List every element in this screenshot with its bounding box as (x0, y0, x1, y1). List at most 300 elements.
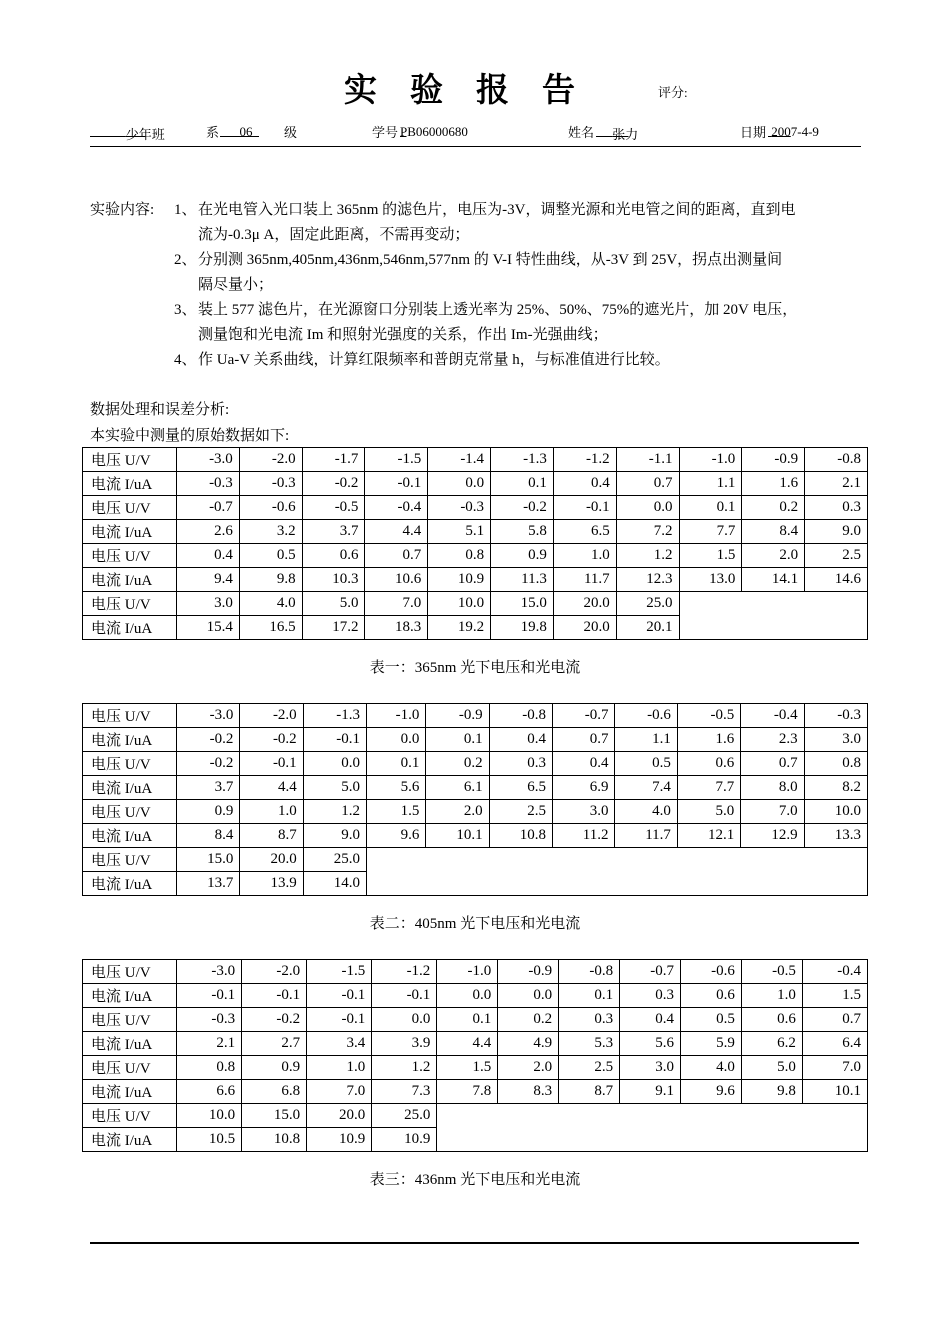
voltage-cell: 0.0 (372, 1008, 437, 1032)
current-cell: 9.0 (805, 520, 868, 544)
voltage-row (83, 592, 868, 616)
current-cell: 14.0 (303, 872, 366, 896)
voltage-cell: 0.2 (742, 496, 805, 520)
current-cell: 8.7 (559, 1080, 620, 1104)
voltage-cell: -0.5 (741, 960, 802, 984)
voltage-cell: -2.0 (239, 448, 302, 472)
voltage-cell: 15.0 (491, 592, 554, 616)
analysis-heading: 数据处理和误差分析: (90, 402, 230, 418)
current-label: 电流 I/uA (83, 824, 177, 848)
item-number: 3、 (174, 302, 197, 318)
voltage-cell: -3.0 (177, 960, 242, 984)
name-field (596, 122, 639, 142)
current-cell: 15.4 (177, 616, 240, 640)
current-cell: 1.5 (802, 984, 867, 1008)
voltage-cell: -0.1 (240, 752, 303, 776)
voltage-cell: 2.5 (805, 544, 868, 568)
current-cell: 5.1 (428, 520, 491, 544)
data-table-405nm (82, 703, 868, 896)
voltage-label: 电压 U/V (83, 544, 177, 568)
current-cell: 12.9 (741, 824, 804, 848)
current-cell: 9.4 (177, 568, 240, 592)
current-cell: 0.0 (498, 984, 559, 1008)
voltage-label: 电压 U/V (83, 1056, 177, 1080)
current-cell: 0.7 (616, 472, 679, 496)
title-char: 报 (476, 73, 509, 109)
current-cell: 10.9 (372, 1128, 437, 1152)
voltage-cell: 0.7 (802, 1008, 867, 1032)
current-cell: 13.3 (804, 824, 867, 848)
voltage-label: 电压 U/V (83, 592, 177, 616)
voltage-label: 电压 U/V (83, 704, 177, 728)
voltage-cell: -2.0 (242, 960, 307, 984)
voltage-cell: -1.3 (491, 448, 554, 472)
current-row (83, 1080, 868, 1104)
current-cell: 0.1 (426, 728, 489, 752)
voltage-cell: 10.0 (428, 592, 491, 616)
voltage-cell: -1.4 (428, 448, 491, 472)
voltage-cell: -1.3 (303, 704, 366, 728)
current-label: 电流 I/uA (83, 472, 177, 496)
voltage-cell: 2.0 (426, 800, 489, 824)
voltage-cell: 25.0 (372, 1104, 437, 1128)
voltage-row (83, 1056, 868, 1080)
current-cell: 2.7 (242, 1032, 307, 1056)
voltage-row (83, 496, 868, 520)
current-cell: -0.2 (302, 472, 365, 496)
current-cell: 3.4 (307, 1032, 372, 1056)
date-value: 2007-4-9 (771, 124, 819, 139)
current-label: 电流 I/uA (83, 984, 177, 1008)
voltage-cell: 0.8 (177, 1056, 242, 1080)
score-label: 评分: (658, 85, 688, 100)
voltage-cell: -2.0 (240, 704, 303, 728)
current-cell: 20.0 (553, 616, 616, 640)
voltage-label: 电压 U/V (83, 800, 177, 824)
current-cell: 3.7 (302, 520, 365, 544)
voltage-label: 电压 U/V (83, 960, 177, 984)
voltage-cell: 1.0 (307, 1056, 372, 1080)
current-label: 电流 I/uA (83, 1032, 177, 1056)
current-cell: 5.0 (303, 776, 366, 800)
voltage-row (83, 544, 868, 568)
current-label: 电流 I/uA (83, 1080, 177, 1104)
voltage-cell: -0.3 (428, 496, 491, 520)
name-value: 张力 (612, 127, 639, 142)
voltage-label: 电压 U/V (83, 1008, 177, 1032)
voltage-cell: 4.0 (615, 800, 677, 824)
current-cell: 14.6 (805, 568, 868, 592)
current-row (83, 776, 868, 800)
current-cell: 0.6 (681, 984, 742, 1008)
item-text: 测量饱和光电流 Im 和照射光强度的关系，作出 Im-光强曲线； (198, 327, 608, 343)
voltage-cell: -1.0 (679, 448, 742, 472)
voltage-cell: 2.0 (498, 1056, 559, 1080)
empty-cell (679, 592, 868, 640)
voltage-cell: -0.4 (802, 960, 867, 984)
voltage-cell: 0.9 (177, 800, 240, 824)
current-cell: 7.8 (437, 1080, 498, 1104)
table-caption: 表一：365nm 光下电压和光电流 (369, 660, 581, 676)
voltage-cell: 0.4 (177, 544, 240, 568)
current-cell: 3.9 (372, 1032, 437, 1056)
voltage-cell: -0.8 (489, 704, 552, 728)
current-cell: 5.6 (620, 1032, 681, 1056)
current-cell: 0.1 (491, 472, 554, 496)
voltage-cell: 1.5 (367, 800, 426, 824)
current-cell: 9.8 (239, 568, 302, 592)
current-label: 电流 I/uA (83, 728, 177, 752)
current-cell: 7.7 (679, 520, 742, 544)
voltage-row (83, 848, 868, 872)
title-char: 实 (344, 73, 377, 109)
current-cell: 8.3 (498, 1080, 559, 1104)
voltage-cell: -0.3 (804, 704, 867, 728)
current-cell: 10.8 (242, 1128, 307, 1152)
current-cell: 14.1 (742, 568, 805, 592)
voltage-cell: -0.2 (177, 752, 240, 776)
current-cell: 7.7 (677, 776, 740, 800)
current-cell: 2.1 (177, 1032, 242, 1056)
analysis-intro: 本实验中测量的原始数据如下: (90, 428, 290, 444)
voltage-cell: 0.6 (302, 544, 365, 568)
current-cell: 18.3 (365, 616, 428, 640)
item-text: 分别测 365nm,405nm,436nm,546nm,577nm 的 V-I 特性曲线，从-3V 到 25V，拐点出测量间 (198, 252, 783, 268)
voltage-cell: 0.7 (741, 752, 804, 776)
current-cell: 4.4 (437, 1032, 498, 1056)
voltage-label: 电压 U/V (83, 752, 177, 776)
dept-label: 系 (206, 125, 220, 140)
current-cell: -0.1 (307, 984, 372, 1008)
current-cell: 6.4 (802, 1032, 867, 1056)
current-cell: 7.3 (372, 1080, 437, 1104)
voltage-cell: 1.0 (240, 800, 303, 824)
voltage-label: 电压 U/V (83, 496, 177, 520)
voltage-cell: 15.0 (242, 1104, 307, 1128)
current-cell: 6.1 (426, 776, 489, 800)
report-header (0, 64, 950, 108)
voltage-cell: -0.5 (302, 496, 365, 520)
voltage-cell: 15.0 (177, 848, 240, 872)
current-cell: 13.9 (240, 872, 303, 896)
voltage-cell: -1.0 (437, 960, 498, 984)
class-field (90, 122, 165, 142)
voltage-cell: 2.0 (742, 544, 805, 568)
name-label: 姓名 (568, 125, 595, 140)
voltage-cell: 5.0 (677, 800, 740, 824)
voltage-cell: 20.0 (553, 592, 616, 616)
current-cell: 9.1 (620, 1080, 681, 1104)
current-cell: 10.9 (307, 1128, 372, 1152)
current-cell: 7.2 (616, 520, 679, 544)
data-table-436nm (82, 959, 868, 1152)
current-cell: 0.4 (553, 472, 616, 496)
id-label: 学号 (372, 125, 399, 140)
current-cell: 7.4 (615, 776, 677, 800)
current-cell: 1.1 (615, 728, 677, 752)
voltage-cell: 0.1 (679, 496, 742, 520)
voltage-cell: 7.0 (365, 592, 428, 616)
item-text: 装上 577 滤色片，在光源窗口分别装上透光率为 25%、50%、75%的遮光片，加 20V 电压， (198, 302, 798, 318)
current-label: 电流 I/uA (83, 872, 177, 896)
current-cell: 1.1 (679, 472, 742, 496)
voltage-cell: -3.0 (177, 704, 240, 728)
voltage-cell: -0.8 (805, 448, 868, 472)
voltage-cell: 3.0 (553, 800, 615, 824)
voltage-cell: 0.9 (491, 544, 554, 568)
current-cell: -0.2 (240, 728, 303, 752)
current-cell: 0.1 (559, 984, 620, 1008)
current-cell: 8.7 (240, 824, 303, 848)
current-cell: 8.4 (177, 824, 240, 848)
voltage-row (83, 704, 868, 728)
current-cell: 9.6 (681, 1080, 742, 1104)
current-cell: 11.7 (553, 568, 616, 592)
voltage-row (83, 448, 868, 472)
voltage-cell: -0.2 (491, 496, 554, 520)
voltage-cell: 25.0 (616, 592, 679, 616)
item-number: 2、 (174, 252, 197, 268)
current-cell: 0.3 (620, 984, 681, 1008)
current-cell: 8.2 (804, 776, 867, 800)
voltage-cell: -1.2 (553, 448, 616, 472)
voltage-cell: 3.0 (177, 592, 240, 616)
voltage-cell: 4.0 (681, 1056, 742, 1080)
current-cell: 5.9 (681, 1032, 742, 1056)
current-cell: 6.6 (177, 1080, 242, 1104)
current-cell: 3.7 (177, 776, 240, 800)
item-text: 在光电管入光口装上 365nm 的滤色片，电压为-3V，调整光源和光电管之间的距离，直到电 (198, 202, 796, 218)
current-cell: 0.0 (367, 728, 426, 752)
current-label: 电流 I/uA (83, 568, 177, 592)
voltage-cell: 25.0 (303, 848, 366, 872)
voltage-cell: 0.4 (620, 1008, 681, 1032)
voltage-cell: 4.0 (239, 592, 302, 616)
current-cell: 13.0 (679, 568, 742, 592)
voltage-cell: 0.2 (426, 752, 489, 776)
current-cell: 3.0 (804, 728, 867, 752)
student-info-row (90, 120, 861, 142)
voltage-cell: -0.9 (498, 960, 559, 984)
current-cell: 20.1 (616, 616, 679, 640)
current-cell: 4.4 (365, 520, 428, 544)
voltage-label: 电压 U/V (83, 448, 177, 472)
voltage-cell: 1.2 (616, 544, 679, 568)
voltage-cell: 0.6 (677, 752, 740, 776)
voltage-cell: 0.6 (741, 1008, 802, 1032)
voltage-cell: -0.6 (615, 704, 677, 728)
current-cell: -0.3 (239, 472, 302, 496)
voltage-cell: -0.3 (177, 1008, 242, 1032)
voltage-row (83, 1008, 868, 1032)
voltage-cell: -0.7 (553, 704, 615, 728)
current-label: 电流 I/uA (83, 1128, 177, 1152)
title-char: 告 (542, 73, 575, 109)
current-cell: 4.9 (498, 1032, 559, 1056)
voltage-cell: -1.0 (367, 704, 426, 728)
current-cell: 8.4 (742, 520, 805, 544)
current-row (83, 568, 868, 592)
voltage-cell: 0.2 (498, 1008, 559, 1032)
current-row (83, 824, 868, 848)
voltage-cell: 0.1 (437, 1008, 498, 1032)
dept-value: 06 (239, 124, 253, 139)
dept-field (220, 122, 259, 138)
current-cell: 0.7 (553, 728, 615, 752)
id-value: PB06000680 (400, 124, 468, 139)
empty-cell (367, 848, 868, 896)
current-cell: 6.5 (553, 520, 616, 544)
current-cell: 11.7 (615, 824, 677, 848)
voltage-cell: 0.1 (367, 752, 426, 776)
current-cell: 0.0 (437, 984, 498, 1008)
current-cell: 16.5 (239, 616, 302, 640)
voltage-cell: 20.0 (240, 848, 303, 872)
current-cell: 10.3 (302, 568, 365, 592)
current-cell: 9.6 (367, 824, 426, 848)
voltage-cell: 1.0 (553, 544, 616, 568)
voltage-cell: -1.7 (302, 448, 365, 472)
current-label: 电流 I/uA (83, 616, 177, 640)
voltage-cell: -0.8 (559, 960, 620, 984)
current-cell: 3.2 (239, 520, 302, 544)
current-cell: 9.0 (303, 824, 366, 848)
current-cell: 10.9 (428, 568, 491, 592)
voltage-cell: 0.8 (804, 752, 867, 776)
voltage-cell: 2.5 (489, 800, 552, 824)
voltage-cell: -0.4 (365, 496, 428, 520)
item-number: 4、 (174, 352, 197, 368)
current-row (83, 472, 868, 496)
voltage-row (83, 800, 868, 824)
voltage-cell: 0.5 (615, 752, 677, 776)
current-cell: 13.7 (177, 872, 240, 896)
voltage-cell: 0.0 (303, 752, 366, 776)
voltage-row (83, 752, 868, 776)
voltage-cell: -0.9 (742, 448, 805, 472)
voltage-cell: -0.1 (553, 496, 616, 520)
report-title (344, 64, 608, 111)
header-divider (90, 146, 861, 147)
current-cell: -0.2 (177, 728, 240, 752)
current-label: 电流 I/uA (83, 776, 177, 800)
current-cell: 12.3 (616, 568, 679, 592)
current-cell: 0.0 (428, 472, 491, 496)
current-cell: 5.6 (367, 776, 426, 800)
current-cell: 5.8 (491, 520, 554, 544)
current-cell: 11.3 (491, 568, 554, 592)
voltage-cell: 0.7 (365, 544, 428, 568)
current-row (83, 984, 868, 1008)
voltage-cell: 7.0 (741, 800, 804, 824)
current-cell: 7.0 (307, 1080, 372, 1104)
current-cell: 1.0 (741, 984, 802, 1008)
current-cell: 19.2 (428, 616, 491, 640)
current-cell: 10.1 (426, 824, 489, 848)
table-caption: 表三：436nm 光下电压和光电流 (369, 1172, 581, 1188)
current-row (83, 520, 868, 544)
current-label: 电流 I/uA (83, 520, 177, 544)
table-caption: 表二：405nm 光下电压和光电流 (369, 916, 581, 932)
voltage-cell: 1.5 (679, 544, 742, 568)
current-cell: -0.1 (303, 728, 366, 752)
current-cell: -0.1 (372, 984, 437, 1008)
voltage-cell: -0.7 (620, 960, 681, 984)
current-cell: 19.8 (491, 616, 554, 640)
current-cell: 17.2 (302, 616, 365, 640)
voltage-cell: 5.0 (741, 1056, 802, 1080)
voltage-cell: 0.5 (239, 544, 302, 568)
current-row (83, 728, 868, 752)
date-label: 日期 (740, 125, 767, 140)
current-cell: 1.6 (742, 472, 805, 496)
current-cell: 10.1 (802, 1080, 867, 1104)
voltage-cell: -0.1 (307, 1008, 372, 1032)
voltage-cell: 7.0 (802, 1056, 867, 1080)
voltage-cell: 2.5 (559, 1056, 620, 1080)
voltage-cell: 0.3 (805, 496, 868, 520)
voltage-cell: 10.0 (177, 1104, 242, 1128)
grade-label: 级 (284, 125, 298, 140)
voltage-cell: 5.0 (302, 592, 365, 616)
current-cell: 6.2 (741, 1032, 802, 1056)
voltage-cell: 1.2 (303, 800, 366, 824)
voltage-cell: 0.8 (428, 544, 491, 568)
current-cell: 12.1 (677, 824, 740, 848)
current-cell: -0.1 (242, 984, 307, 1008)
current-cell: -0.3 (177, 472, 240, 496)
current-cell: 4.4 (240, 776, 303, 800)
voltage-cell: -1.1 (616, 448, 679, 472)
voltage-label: 电压 U/V (83, 848, 177, 872)
content-lead: 实验内容: (90, 202, 155, 218)
voltage-cell: -0.6 (239, 496, 302, 520)
current-cell: 10.8 (489, 824, 552, 848)
voltage-cell: 0.5 (681, 1008, 742, 1032)
item-number: 1、 (174, 202, 197, 218)
voltage-cell: 0.3 (559, 1008, 620, 1032)
voltage-cell: 0.3 (489, 752, 552, 776)
voltage-cell: -0.5 (677, 704, 740, 728)
voltage-cell: -1.5 (307, 960, 372, 984)
voltage-cell: 0.0 (616, 496, 679, 520)
voltage-cell: 0.4 (553, 752, 615, 776)
current-cell: 2.1 (805, 472, 868, 496)
current-cell: 2.3 (741, 728, 804, 752)
voltage-row (83, 1104, 868, 1128)
voltage-cell: -3.0 (177, 448, 240, 472)
empty-cell (437, 1104, 868, 1152)
voltage-cell: 1.5 (437, 1056, 498, 1080)
footer-divider (90, 1242, 859, 1244)
voltage-cell: -1.5 (365, 448, 428, 472)
title-char: 验 (410, 73, 443, 109)
voltage-cell: -1.2 (372, 960, 437, 984)
item-text: 流为-0.3μ A，固定此距离，不需再变动； (198, 227, 470, 243)
current-cell: 10.5 (177, 1128, 242, 1152)
voltage-cell: -0.9 (426, 704, 489, 728)
current-cell: 5.3 (559, 1032, 620, 1056)
current-cell: 6.5 (489, 776, 552, 800)
item-text: 隔尽量小； (198, 277, 274, 293)
current-cell: 0.4 (489, 728, 552, 752)
experiment-content (90, 198, 865, 373)
current-cell: 2.6 (177, 520, 240, 544)
class-value: 少年班 (125, 127, 165, 142)
voltage-cell: -0.6 (681, 960, 742, 984)
voltage-cell: 0.9 (242, 1056, 307, 1080)
current-cell: 11.2 (553, 824, 615, 848)
